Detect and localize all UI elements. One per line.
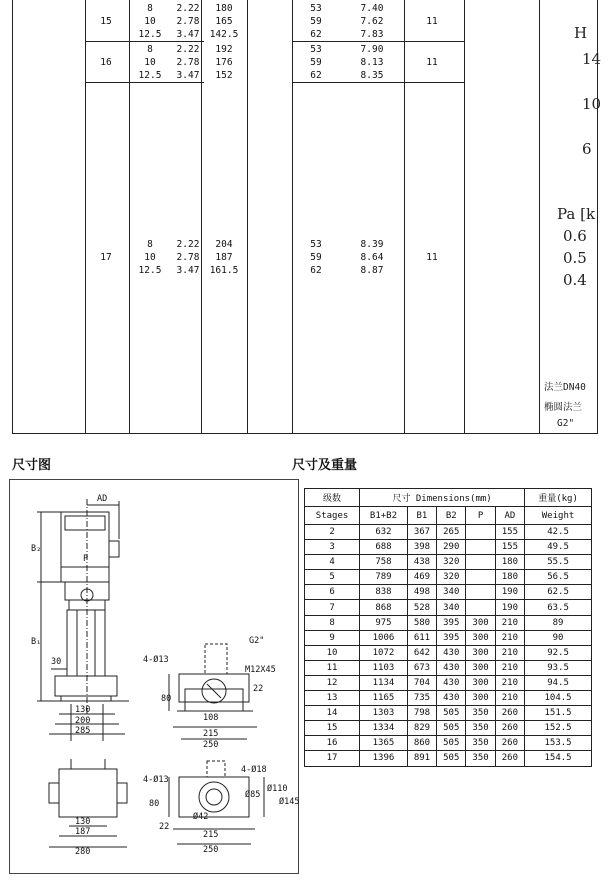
table-cell: 10	[305, 645, 360, 660]
table-cell: 1134	[360, 675, 408, 690]
table-row	[305, 706, 592, 721]
stage-cell: 17	[100, 252, 112, 263]
header-stage-en: Stages	[305, 507, 360, 525]
table-row	[305, 751, 592, 766]
table-cell: 14	[305, 706, 360, 721]
power-cell: 3.47	[176, 29, 200, 40]
table-row	[305, 721, 592, 736]
table-cell: 1396	[360, 751, 408, 766]
head-cell: 180	[215, 3, 233, 14]
flow-cell: 10	[144, 57, 156, 68]
table-cell: 210	[495, 615, 524, 630]
table-cell: 430	[437, 660, 466, 675]
table-cell: 632	[360, 525, 408, 540]
base-plan-view	[59, 769, 117, 817]
table-cell	[466, 555, 495, 570]
value-cell: 8.87	[360, 265, 384, 276]
value-cell: 59	[310, 57, 322, 68]
table-cell: 2	[305, 525, 360, 540]
table-cell: 505	[437, 736, 466, 751]
stage-cell: 15	[100, 16, 112, 27]
table-cell: 838	[360, 585, 408, 600]
value-cell: 62	[310, 70, 322, 81]
table-cell: 16	[305, 736, 360, 751]
dim-label: AD	[97, 494, 108, 504]
table-cell: 300	[466, 645, 495, 660]
table-cell: 505	[437, 751, 466, 766]
table-cell: 735	[407, 691, 436, 706]
side-label: 0.5	[563, 249, 587, 267]
dimensions-title: 尺寸及重量	[292, 458, 358, 473]
dim-label: 200	[75, 716, 91, 726]
table-cell: 151.5	[525, 706, 592, 721]
flow-cell: 10	[144, 16, 156, 27]
dim-label: B₂	[31, 544, 42, 554]
table-cell: 300	[466, 660, 495, 675]
dim-label: Ø145	[279, 797, 299, 807]
table-cell: 528	[407, 600, 436, 615]
table-cell: 180	[495, 570, 524, 585]
table-cell: 260	[495, 751, 524, 766]
table-row	[305, 585, 592, 600]
side-label: H	[574, 24, 588, 42]
table-cell: 798	[407, 706, 436, 721]
table-cell: 12	[305, 675, 360, 690]
table-cell: 891	[407, 751, 436, 766]
table-cell: 300	[466, 615, 495, 630]
table-cell: 56.5	[525, 570, 592, 585]
dim-label: 130	[75, 705, 91, 715]
value-cell: 8.35	[360, 70, 384, 81]
side-label: 0.6	[563, 227, 587, 245]
dim-label: 4-Ø18	[241, 765, 267, 775]
header-stage-cn: 级数	[305, 489, 360, 507]
table-cell: 153.5	[525, 736, 592, 751]
table-cell	[466, 525, 495, 540]
value-cell: 7.62	[360, 16, 384, 27]
table-cell: 154.5	[525, 751, 592, 766]
table-cell: 260	[495, 706, 524, 721]
dimensions-table	[304, 488, 592, 767]
table-cell: 438	[407, 555, 436, 570]
table-cell: 290	[437, 540, 466, 555]
table-cell: 673	[407, 660, 436, 675]
power-cell: 2.22	[176, 239, 200, 250]
value-cell: 53	[310, 44, 322, 55]
dim-label: 80	[161, 694, 172, 704]
side-note: G2"	[557, 418, 575, 429]
dim-label: 285	[75, 726, 91, 736]
value-cell: 8.39	[360, 239, 384, 250]
table-row	[305, 555, 592, 570]
table-cell: 55.5	[525, 555, 592, 570]
table-cell: 94.5	[525, 675, 592, 690]
table-cell: 4	[305, 555, 360, 570]
table-cell: 190	[495, 585, 524, 600]
table-cell: 17	[305, 751, 360, 766]
value-cell: 8.64	[360, 252, 384, 263]
flange-plan-view	[179, 777, 249, 817]
dim-label: 4-Ø13	[143, 655, 169, 665]
table-cell: 829	[407, 721, 436, 736]
table-cell: 611	[407, 630, 436, 645]
table-cell: 6	[305, 585, 360, 600]
head-cell: 204	[215, 239, 233, 250]
pump-body	[67, 610, 105, 676]
table-cell: 180	[495, 555, 524, 570]
table-cell: 104.5	[525, 691, 592, 706]
value-cell: 53	[310, 3, 322, 14]
table-cell: 1303	[360, 706, 408, 721]
side-label: 10	[582, 95, 602, 113]
head-cell: 192	[215, 44, 233, 55]
table-cell: 350	[466, 706, 495, 721]
side-label: 0.4	[563, 271, 587, 289]
side-note: 法兰DN40	[544, 382, 586, 393]
table-cell	[466, 600, 495, 615]
table-cell: 5	[305, 570, 360, 585]
table-cell: 642	[407, 645, 436, 660]
dim-label: 280	[75, 847, 91, 857]
side-label: Pa [k	[557, 205, 596, 223]
table-cell: 498	[407, 585, 436, 600]
header-weight-cn: 重量(kg)	[525, 489, 592, 507]
table-cell: 8	[305, 615, 360, 630]
table-cell: 9	[305, 630, 360, 645]
dim-label: Ø110	[267, 784, 288, 794]
table-cell: 367	[407, 525, 436, 540]
table-row	[305, 615, 592, 630]
header-dimensions: 尺寸 Dimensions(mm)	[360, 489, 525, 507]
table-cell: 93.5	[525, 660, 592, 675]
flow-cell: 12.5	[138, 29, 162, 40]
table-row	[305, 675, 592, 690]
table-cell: 430	[437, 645, 466, 660]
dim-label: 80	[149, 799, 160, 809]
flow-cell: 12.5	[138, 70, 162, 81]
value-cell: 53	[310, 239, 322, 250]
header-col: B1+B2	[360, 507, 408, 525]
table-cell: 7	[305, 600, 360, 615]
table-cell: 210	[495, 630, 524, 645]
stage-cell: 16	[100, 57, 112, 68]
table-cell: 3	[305, 540, 360, 555]
flow-cell: 8	[147, 44, 153, 55]
power-cell: 2.78	[176, 57, 200, 68]
dim-label: G2"	[249, 636, 265, 646]
value-cell: 11	[426, 57, 438, 68]
dim-label: 22	[159, 822, 170, 832]
table-cell: 688	[360, 540, 408, 555]
pump-drawing	[9, 479, 299, 874]
table-cell: 1165	[360, 691, 408, 706]
table-cell: 350	[466, 721, 495, 736]
flow-cell: 12.5	[138, 265, 162, 276]
table-cell: 1334	[360, 721, 408, 736]
dim-label: 30	[51, 657, 62, 667]
table-cell: 92.5	[525, 645, 592, 660]
power-cell: 2.22	[176, 44, 200, 55]
flow-cell: 10	[144, 252, 156, 263]
table-row	[305, 630, 592, 645]
dim-label: 130	[75, 817, 91, 827]
table-row	[305, 736, 592, 751]
value-cell: 7.40	[360, 3, 384, 14]
dim-label: M12X45	[245, 665, 276, 675]
table-cell: 210	[495, 645, 524, 660]
table-cell	[466, 540, 495, 555]
table-cell: 62.5	[525, 585, 592, 600]
table-cell: 1365	[360, 736, 408, 751]
table-cell: 789	[360, 570, 408, 585]
table-row	[305, 570, 592, 585]
dim-label: Ø85	[245, 790, 261, 800]
header-col: B2	[437, 507, 466, 525]
dim-label: B₁	[31, 637, 42, 647]
dim-label: 4-Ø13	[143, 775, 169, 785]
power-cell: 2.78	[176, 16, 200, 27]
table-row	[305, 660, 592, 675]
value-cell: 59	[310, 16, 322, 27]
value-cell: 62	[310, 29, 322, 40]
dim-label: 215	[203, 830, 219, 840]
table-cell: 210	[495, 675, 524, 690]
table-cell: 430	[437, 675, 466, 690]
table-row	[305, 691, 592, 706]
table-cell: 155	[495, 525, 524, 540]
table-cell: 152.5	[525, 721, 592, 736]
table-cell: 210	[495, 691, 524, 706]
table-cell: 1103	[360, 660, 408, 675]
table-cell: 469	[407, 570, 436, 585]
table-cell: 190	[495, 600, 524, 615]
head-cell: 187	[215, 252, 233, 263]
table-cell: 320	[437, 570, 466, 585]
table-cell: 430	[437, 691, 466, 706]
table-cell: 350	[466, 736, 495, 751]
table-cell: 63.5	[525, 600, 592, 615]
table-cell: 758	[360, 555, 408, 570]
table-cell: 155	[495, 540, 524, 555]
head-cell: 142.5	[209, 29, 239, 40]
head-cell: 165	[215, 16, 233, 27]
table-cell: 13	[305, 691, 360, 706]
power-cell: 2.78	[176, 252, 200, 263]
table-cell: 42.5	[525, 525, 592, 540]
table-row	[305, 645, 592, 660]
table-cell: 260	[495, 721, 524, 736]
table-cell: 340	[437, 585, 466, 600]
dim-label: 215	[203, 729, 219, 739]
side-note: 椭圆法兰	[544, 402, 583, 413]
table-cell: 350	[466, 751, 495, 766]
head-cell: 176	[215, 57, 233, 68]
flange-top-view	[179, 674, 249, 702]
table-cell	[466, 585, 495, 600]
table-row	[305, 600, 592, 615]
table-cell: 704	[407, 675, 436, 690]
value-cell: 8.13	[360, 57, 384, 68]
dim-label: 108	[203, 713, 219, 723]
dim-label: P	[83, 554, 89, 564]
flow-cell: 8	[147, 3, 153, 14]
value-cell: 7.83	[360, 29, 384, 40]
power-cell: 2.22	[176, 3, 200, 14]
header-col: B1	[407, 507, 436, 525]
table-cell: 395	[437, 615, 466, 630]
table-cell: 15	[305, 721, 360, 736]
head-cell: 152	[215, 70, 233, 81]
table-cell: 320	[437, 555, 466, 570]
value-cell: 11	[426, 252, 438, 263]
table-cell: 49.5	[525, 540, 592, 555]
table-cell: 505	[437, 721, 466, 736]
drawing-title: 尺寸图	[12, 458, 52, 473]
table-cell: 260	[495, 736, 524, 751]
dim-label: 22	[253, 684, 264, 694]
side-label: 14	[582, 50, 602, 68]
value-cell: 11	[426, 16, 438, 27]
table-cell: 300	[466, 630, 495, 645]
table-row	[305, 525, 592, 540]
table-row	[305, 540, 592, 555]
table-cell: 580	[407, 615, 436, 630]
value-cell: 59	[310, 252, 322, 263]
table-cell: 398	[407, 540, 436, 555]
flow-cell: 8	[147, 239, 153, 250]
table-cell: 505	[437, 706, 466, 721]
table-cell: 868	[360, 600, 408, 615]
header-weight-en: Weight	[525, 507, 592, 525]
table-cell: 395	[437, 630, 466, 645]
power-cell: 3.47	[176, 265, 200, 276]
table-cell: 340	[437, 600, 466, 615]
side-label: 6	[582, 140, 592, 158]
table-cell: 300	[466, 691, 495, 706]
table-cell: 860	[407, 736, 436, 751]
table-cell: 210	[495, 660, 524, 675]
value-cell: 62	[310, 265, 322, 276]
table-cell: 1072	[360, 645, 408, 660]
table-cell	[466, 570, 495, 585]
head-cell: 161.5	[209, 265, 239, 276]
dimensions-body	[305, 525, 592, 767]
dim-label: 250	[203, 845, 219, 855]
header-col: P	[466, 507, 495, 525]
table-cell: 90	[525, 630, 592, 645]
dim-label: 187	[75, 827, 91, 837]
table-cell: 975	[360, 615, 408, 630]
dim-label: Ø42	[193, 812, 209, 822]
table-cell: 11	[305, 660, 360, 675]
header-col: AD	[495, 507, 524, 525]
value-cell: 7.90	[360, 44, 384, 55]
table-cell: 300	[466, 675, 495, 690]
dim-label: 250	[203, 740, 219, 750]
table-cell: 89	[525, 615, 592, 630]
motor	[61, 512, 109, 582]
table-cell: 1006	[360, 630, 408, 645]
power-cell: 3.47	[176, 70, 200, 81]
table-cell: 265	[437, 525, 466, 540]
